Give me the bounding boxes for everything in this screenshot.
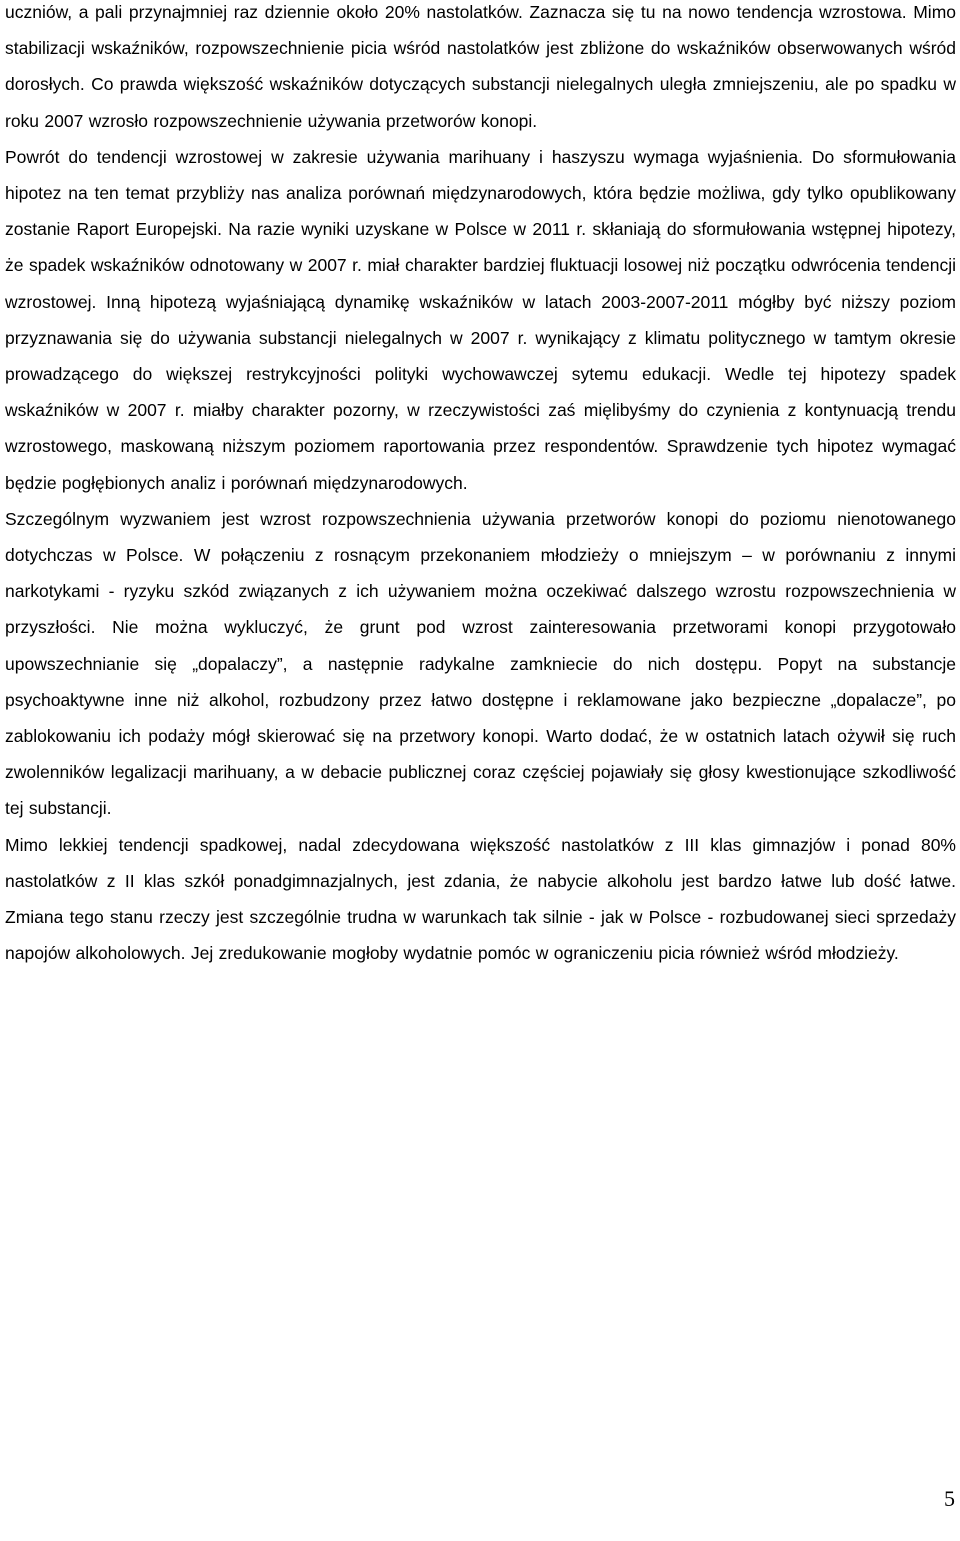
paragraph-alcohol-tobacco-trends: uczniów, a pali przynajmniej raz dziennie około 20% nastolatków. Zaznacza się tu na nowo tendencja wzrostowa. Mimo stabilizacji wskaźników, rozpowszechnienie picia wśród nastolatków jest zbliżone do wskaźników obserwowanych wśród dorosłych. Co prawda większość wskaźników dotyczących substancji nielegalnych uległa zmniejszeniu, ale po spadku w roku 2007 wzrosło rozpowszechnienie używania przetworów konopi. bbox=[5, 2, 956, 131]
document-body bbox=[5, 0, 956, 971]
paragraph-cannabis-challenge: Szczególnym wyzwaniem jest wzrost rozpowszechnienia używania przetworów konopi do poziomu nienotowanego dotychczas w Polsce. W połączeniu z rosnącym przekonaniem młodzieży o mniejszym – w porównaniu z innymi narkotykami - ryzyku szkód związanych z ich używaniem można oczekiwać dalszego wzrostu rozpowszechnienia w przyszłości. Nie można wykluczyć, że grunt pod wzrost zainteresowania przetworami konopi przygotowało upowszechnianie się „dopalaczy”, a następnie radykalne zamkniecie do nich dostępu. Popyt na substancje psychoaktywne inne niż alkohol, rozbudzony przez łatwo dostępne i reklamowane jako bezpieczne „dopalacze”, po zablokowaniu ich podaży mógł skierować się na przetwory konopi. Warto dodać, że w ostatnich latach ożywił się ruch zwolenników legalizacji marihuany, a w debacie publicznej coraz częściej pojawiały się głosy kwestionujące szkodliwość tej substancji. bbox=[5, 508, 956, 819]
page-number: 5 bbox=[944, 1486, 955, 1511]
paragraph-cannabis-hypotheses: Powrót do tendencji wzrostowej w zakresie używania marihuany i haszyszu wymaga wyjaśnienia. Do sformułowania hipotez na ten temat przybliży nas analiza porównań międzynarodowych, która będzie możliwa, gdy tylko opublikowany zostanie Raport Europejski. Na razie wyniki uzyskane w Polsce w 2011 r. skłaniają do sformułowania wstępnej hipotezy, że spadek wskaźników odnotowany w 2007 r. miał charakter bardziej fluktuacji losowej niż początku odwrócenia tendencji wzrostowej. Inną hipotezą wyjaśniającą dynamikę wskaźników w latach 2003-2007-2011 mógłby być niższy poziom przyznawania się do używania substancji nielegalnych w 2007 r. wynikający z klimatu politycznego w tamtym okresie prowadzącego do większej restrykcyjności polityki wychowawczej sytemu edukacji. Wedle tej hipotezy spadek wskaźników w 2007 r. miałby charakter pozorny, w rzeczywistości zaś mięlibyśmy do czynienia z kontynuacją trendu wzrostowego, maskowaną niższym poziomem raportowania przez respondentów. Sprawdzenie tych hipotez wymagać będzie pogłębionych analiz i porównań międzynarodowych. bbox=[5, 146, 956, 493]
paragraph-alcohol-availability: Mimo lekkiej tendencji spadkowej, nadal zdecydowana większość nastolatków z III klas gimnazjów i ponad 80% nastolatków z II klas szkół ponadgimnazjalnych, jest zdania, że nabycie alkoholu jest bardzo łatwe lub dość łatwe. Zmiana tego stanu rzeczy jest szczególnie trudna w warunkach tak silnie - jak w Polsce - rozbudowanej sieci sprzedaży napojów alkoholowych. Jej zredukowanie mogłoby wydatnie pomóc w ograniczeniu picia również wśród młodzieży. bbox=[5, 834, 956, 964]
